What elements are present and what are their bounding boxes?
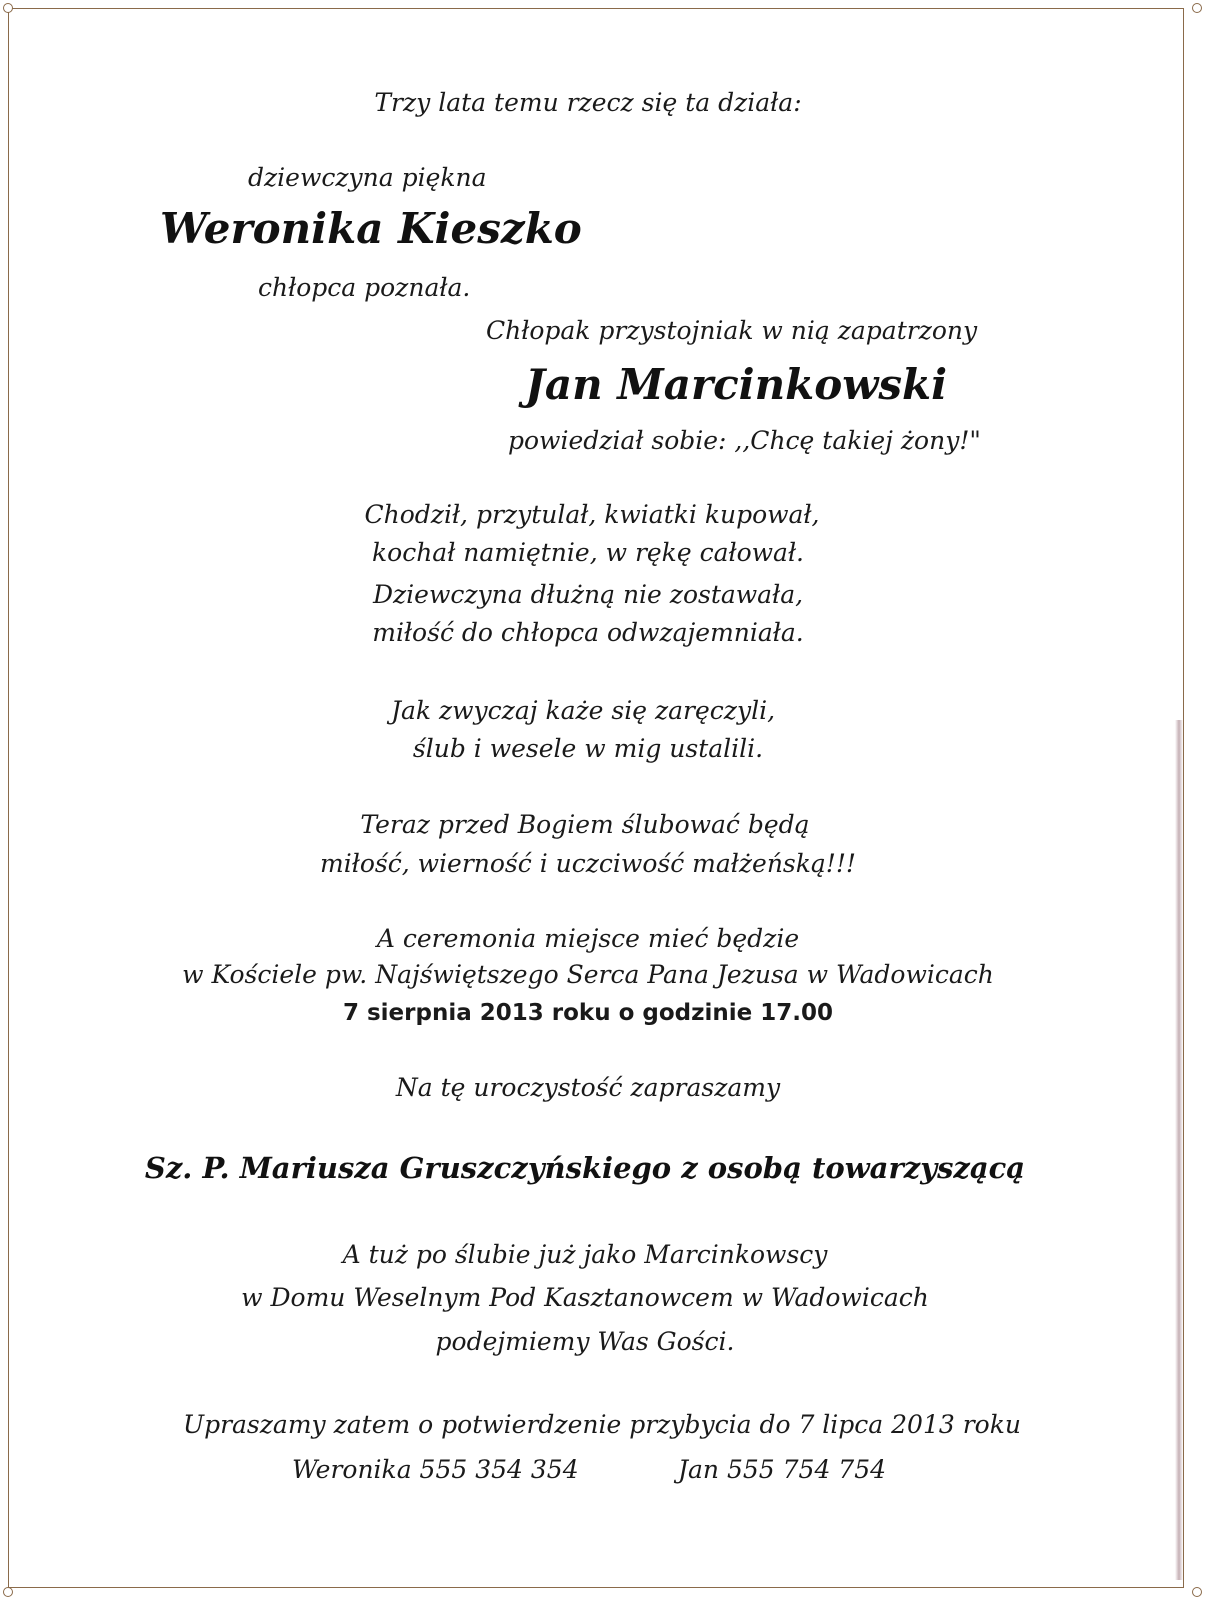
rsvp-line: Upraszamy zatem o potwierdzenie przybycia do 7 lipca 2013 roku <box>183 1410 1021 1439</box>
poem-line: Chodził, przytulał, kwiatki kupował, <box>364 500 820 529</box>
guest-name: Sz. P. Mariusza Gruszczyńskiego z osobą towarzyszącą <box>144 1151 1026 1185</box>
poem-line: Chłopak przystojniak w nią zapatrzony <box>486 316 978 345</box>
ceremony-line: A ceremonia miejsce mieć będzie <box>376 924 800 953</box>
poem-line: chłopca poznała. <box>258 273 471 302</box>
poem-line: ślub i wesele w mig ustalili. <box>412 734 764 763</box>
corner-ornament <box>3 1587 13 1597</box>
page-edge-shadow <box>1175 720 1183 1580</box>
reception-line: podejmiemy Was Gości. <box>435 1327 735 1356</box>
poem-line: dziewczyna piękna <box>248 163 487 192</box>
reception-line: A tuż po ślubie już jako Marcinkowscy <box>342 1240 828 1269</box>
reception-venue: w Domu Weselnym Pod Kasztanowcem w Wadowicach <box>241 1283 929 1312</box>
bride-contact: Weronika 555 354 354 <box>292 1455 579 1484</box>
groom-contact: Jan 555 754 754 <box>678 1455 887 1484</box>
corner-ornament <box>3 3 13 13</box>
corner-ornament <box>1192 3 1202 13</box>
bride-name: Weronika Kieszko <box>160 204 582 253</box>
poem-line: powiedział sobie: ,,Chcę takiej żony!" <box>508 426 981 455</box>
poem-line: Jak zwyczaj każe się zaręczyli, <box>390 696 776 725</box>
poem-line: Teraz przed Bogiem ślubować będą <box>360 810 810 839</box>
poem-line: miłość, wierność i uczciwość małżeńską!!! <box>320 849 856 878</box>
corner-ornament <box>1192 1587 1202 1597</box>
poem-line: kochał namiętnie, w rękę całował. <box>372 538 804 567</box>
invitation-line: Na tę uroczystość zapraszamy <box>395 1073 781 1102</box>
poem-line: miłość do chłopca odwzajemniała. <box>372 618 804 647</box>
ceremony-date: 7 sierpnia 2013 roku o godzinie 17.00 <box>342 1000 834 1026</box>
poem-line: Trzy lata temu rzecz się ta działa: <box>374 88 802 117</box>
groom-name: Jan Marcinkowski <box>525 360 948 409</box>
poem-line: Dziewczyna dłużną nie zostawała, <box>372 580 804 609</box>
ceremony-venue: w Kościele pw. Najświętszego Serca Pana Jezusa w Wadowicach <box>182 960 994 989</box>
